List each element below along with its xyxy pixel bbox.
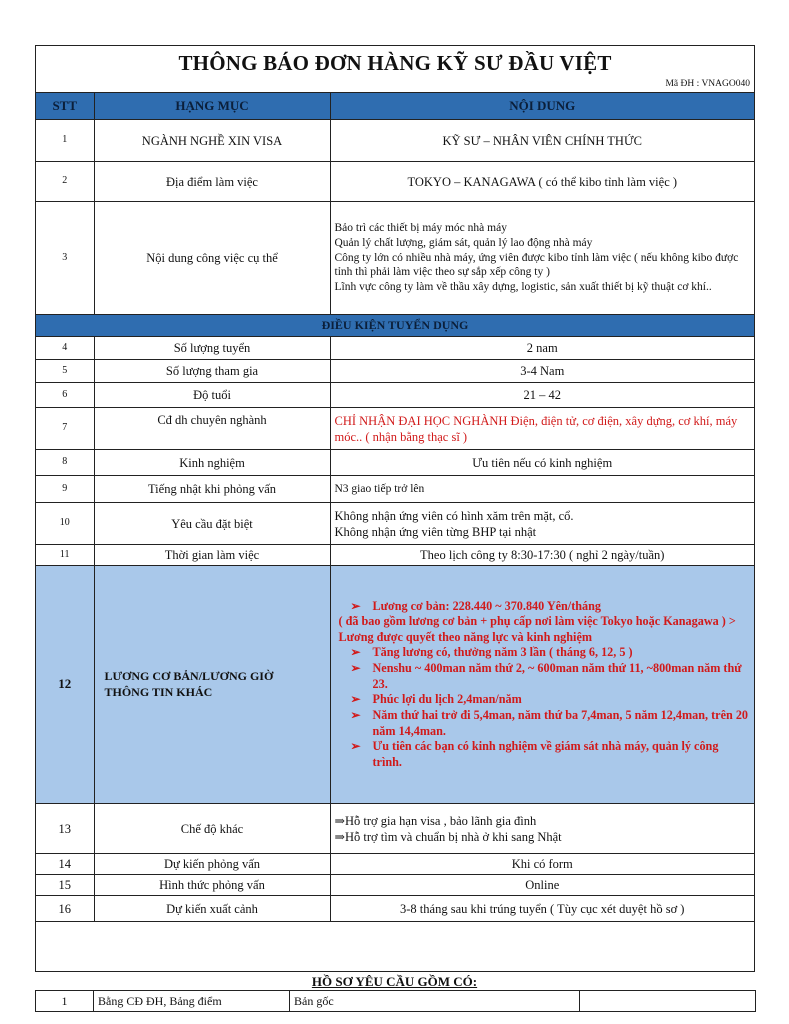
job-description-line: Quản lý chất lượng, giám sát, quản lý lao động nhà máy: [334, 236, 593, 249]
job-description: [330, 202, 754, 315]
row-stt: 6: [36, 383, 94, 408]
table-row: [36, 120, 754, 162]
arrow-bullet-icon: ➢: [350, 661, 361, 676]
row-stt: 8: [36, 450, 94, 476]
table-row: [36, 337, 754, 360]
doc-stt: 1: [36, 991, 94, 1012]
title-box: [36, 46, 754, 93]
salary-bullet: ➢ Lương cơ bản: 228.440 ~ 370.840 Yên/tháng: [350, 598, 601, 613]
row-content: Theo lịch công ty 8:30-17:30 ( nghỉ 2 ngày/tuần): [330, 545, 754, 566]
row-content: Online: [330, 875, 754, 896]
benefit-line: ⇒Hỗ trợ tìm và chuẩn bị nhà ở khi sang Nhật: [334, 829, 562, 844]
table-row: [36, 202, 754, 315]
row-item: Thời gian làm việc: [94, 545, 330, 566]
row-stt: 5: [36, 360, 94, 383]
header-content: NỘI DUNG: [330, 93, 754, 120]
special-requirement: [330, 503, 754, 545]
row-content: TOKYO – KANAGAWA ( có thể kibo tỉnh làm việc ): [330, 162, 754, 202]
row-item: Yêu cầu đặt biệt: [94, 503, 330, 545]
doc-type: Bản gốc: [290, 991, 580, 1012]
table-row: [36, 545, 754, 566]
row-stt: 16: [36, 896, 94, 922]
job-order-sheet: [35, 45, 755, 972]
table-row: [36, 991, 756, 1012]
table-row: [36, 804, 754, 854]
arrow-bullet-icon: ➢: [350, 645, 361, 660]
section-header-row: [36, 315, 754, 337]
row-item: NGÀNH NGHỀ XIN VISA: [94, 120, 330, 162]
order-code: Mã ĐH : VNAGO040: [665, 79, 750, 89]
salary-bullet: ➢ Tăng lương có, thưởng năm 3 lần ( tháng 6, 12, 5 ): [350, 645, 633, 660]
table-header-row: [36, 93, 754, 120]
salary-details: [330, 566, 754, 804]
table-row: [36, 875, 754, 896]
table-row: [36, 450, 754, 476]
row-content: 3-4 Nam: [330, 360, 754, 383]
row-content: Khi có form: [330, 854, 754, 875]
row-item: Tiếng nhật khi phỏng vấn: [94, 476, 330, 503]
row-content: N3 giao tiếp trở lên: [330, 476, 754, 503]
row-item: Kinh nghiệm: [94, 450, 330, 476]
table-row: [36, 360, 754, 383]
arrow-bullet-icon: ➢: [350, 707, 361, 722]
row-stt: 13: [36, 804, 94, 854]
row-content: 2 nam: [330, 337, 754, 360]
row-item: Hình thức phỏng vấn: [94, 875, 330, 896]
table-row: [36, 854, 754, 875]
row-item: Địa điểm làm việc: [94, 162, 330, 202]
row-content: KỸ SƯ – NHÂN VIÊN CHÍNH THỨC: [330, 120, 754, 162]
row-item: Chế độ khác: [94, 804, 330, 854]
special-requirement-line: Không nhận ứng viên có hình xăm trên mặt, cổ.: [334, 508, 574, 523]
salary-item-line: THÔNG TIN KHÁC: [104, 684, 213, 699]
doc-name: Bằng CĐ ĐH, Bảng điểm: [94, 991, 290, 1012]
degree-requirement: CHỈ NHẬN ĐẠI HỌC NGHÀNH Điện, điện tử, cơ điện, xây dựng, cơ khí, máy móc.. ( nhận bằng thạc sĩ ): [330, 408, 754, 450]
job-description-line: Bảo trì các thiết bị máy móc nhà máy: [334, 222, 507, 235]
salary-bullet: ➢ Phúc lợi du lịch 2,4man/năm: [350, 692, 522, 707]
table-row: [36, 896, 754, 922]
doc-note: [580, 991, 756, 1012]
row-item: Số lượng tham gia: [94, 360, 330, 383]
job-description-line: Công ty lớn có nhiều nhà máy, ứng viên được kibo tỉnh làm việc ( nếu không kibo được tỉnh thì phải làm việc theo sự sắp xếp công ty ): [334, 251, 739, 279]
salary-note: ( đã bao gồm lương cơ bản + phụ cấp nơi làm việc Tokyo hoặc Kanagawa ) > Lương được quyết theo năng lực và kinh nghiệm: [338, 614, 736, 644]
row-content: 21 – 42: [330, 383, 754, 408]
other-benefits: [330, 804, 754, 854]
row-item: Số lượng tuyển: [94, 337, 330, 360]
table-row: [36, 162, 754, 202]
header-item: HẠNG MỤC: [94, 93, 330, 120]
page-title: THÔNG BÁO ĐƠN HÀNG KỸ SƯ ĐẦU VIỆT: [178, 51, 612, 75]
arrow-bullet-icon: ➢: [350, 692, 361, 707]
row-stt: 1: [36, 120, 94, 162]
salary-bullet: ➢ Năm thứ hai trở đi 5,4man, năm thứ ba 7,4man, 5 năm 12,4man, trên 20 năm 14,4man.: [350, 707, 749, 738]
row-item: Độ tuổi: [94, 383, 330, 408]
row-stt: 2: [36, 162, 94, 202]
row-stt: 11: [36, 545, 94, 566]
salary-bullet: ➢ Nenshu ~ 400man năm thứ 2, ~ 600man năm thứ 11, ~800man năm thứ 23.: [350, 661, 742, 691]
job-description-line: Lĩnh vực công ty làm về thầu xây dựng, logistic, sản xuất thiết bị kỹ thuật cơ khí..: [334, 281, 712, 294]
docs-title: HỒ SƠ YÊU CẦU GỒM CÓ:: [311, 974, 478, 989]
row-stt: 3: [36, 202, 94, 315]
arrow-bullet-icon: ➢: [350, 739, 361, 754]
special-requirement-line: Không nhận ứng viên từng BHP tại nhật: [334, 524, 537, 539]
row-stt: 9: [36, 476, 94, 503]
salary-item: [94, 566, 330, 804]
table-row: [36, 408, 754, 450]
order-table: [36, 92, 754, 922]
row-stt: 14: [36, 854, 94, 875]
docs-table: [35, 990, 756, 1012]
row-stt: 15: [36, 875, 94, 896]
salary-item-line: LƯƠNG CƠ BẢN/LƯƠNG GIỜ: [104, 669, 274, 684]
row-stt: 12: [36, 566, 94, 804]
table-row: [36, 476, 754, 503]
table-row: [36, 383, 754, 408]
header-stt: STT: [36, 93, 94, 120]
row-item: Dự kiến xuất cảnh: [94, 896, 330, 922]
row-item: Nội dung công việc cụ thể: [94, 202, 330, 315]
table-row: [36, 503, 754, 545]
row-item: Dự kiến phỏng vấn: [94, 854, 330, 875]
benefit-line: ⇒Hỗ trợ gia hạn visa , bảo lãnh gia đình: [334, 813, 537, 828]
row-stt: 10: [36, 503, 94, 545]
row-stt: 4: [36, 337, 94, 360]
row-item: Cđ dh chuyên nghành: [94, 408, 330, 450]
row-stt: 7: [36, 408, 94, 450]
row-content: Ưu tiên nếu có kinh nghiệm: [330, 450, 754, 476]
salary-bullet: ➢ Ưu tiên các bạn có kinh nghiệm về giám sát nhà máy, quản lý công trình.: [350, 739, 719, 769]
salary-row: [36, 566, 754, 804]
arrow-bullet-icon: ➢: [350, 598, 361, 613]
section-title: ĐIỀU KIỆN TUYỂN DỤNG: [36, 315, 754, 337]
row-content: 3-8 tháng sau khi trúng tuyển ( Tùy cục xét duyệt hồ sơ ): [330, 896, 754, 922]
